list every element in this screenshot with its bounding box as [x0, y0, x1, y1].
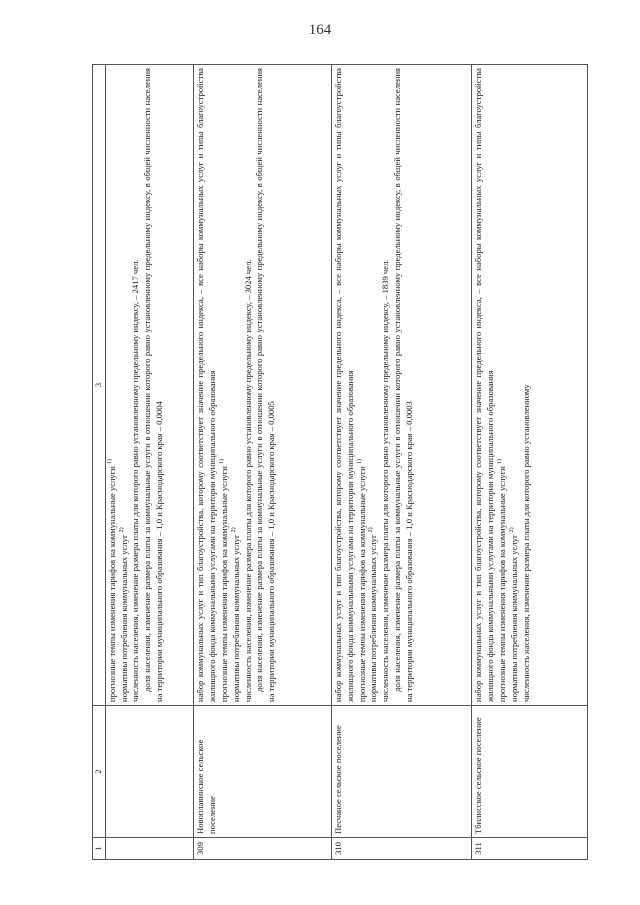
detail-line: нормативы потребления коммунальных услуг $^{2)}$: [509, 527, 520, 702]
detail-line: набор коммунальных услуг и тип благоустройства, которому соответствует значение предельного индекса, – все наборы коммунальных услуг и типы благоустройства жилищного фонда коммунальными услугами на территории муниципального образования: [332, 68, 355, 702]
header-col-2: 2: [93, 706, 106, 838]
header-col-1: 1: [93, 838, 106, 860]
settlement-name: Песчаное сельское поселение: [331, 706, 472, 838]
detail-line: прогнозные темпы изменения тарифов на коммунальные услуги $^{1)}$: [497, 459, 508, 702]
detail-line: набор коммунальных услуг и тип благоустройства, которому соответствует значение предельного индекса, – все наборы коммунальных услуг и типы благоустройства жилищного фонда коммунальными услугами на территории муниципального образования: [195, 68, 218, 702]
header-col-3: 3: [93, 65, 106, 706]
detail-line: доля населения, изменение размера платы за коммунальные услуги в отношении которого равно установленному предельному индексу, в общей численности населения на территории муниципального образования – 1,0 и Краснодарского края – 0,0005: [254, 68, 277, 702]
row-number-cell: [105, 838, 193, 860]
row-details-cell: [331, 65, 472, 706]
row-number: 310: [331, 838, 472, 860]
row-details-cell: [105, 65, 193, 706]
detail-line: нормативы потребления коммунальных услуг $^{2)}$: [230, 527, 241, 702]
table-row-continuation: [105, 65, 193, 860]
detail-line: набор коммунальных услуг и тип благоустройства, которому соответствует значение предельного индекса, – все наборы коммунальных услуг и типы благоустройства жилищного фонда коммунальными услугами на территории муниципального образования: [473, 68, 496, 702]
rotated-table-container: [92, 64, 588, 860]
settlement-name: Тбилисское сельское поселение: [472, 706, 588, 838]
settlement-name: Новоплавинское сельское поселение: [194, 706, 332, 838]
table-row: [194, 65, 332, 860]
detail-line: численность населения, изменение размера платы для которого равно установленному предельному индексу, – 1839 чел.: [380, 259, 391, 702]
row-details-cell: [194, 65, 332, 706]
page-number: 164: [308, 22, 332, 38]
detail-line: прогнозные темпы изменения тарифов на коммунальные услуги $^{1)}$: [106, 459, 117, 702]
row-number: 309: [194, 838, 332, 860]
detail-line: прогнозные темпы изменения тарифов на коммунальные услуги $^{1)}$: [218, 459, 229, 702]
table-row: [331, 65, 472, 860]
detail-line: прогнозные темпы изменения тарифов на коммунальные услуги $^{1)}$: [356, 459, 367, 702]
detail-line: доля населения, изменение размера платы за коммунальные услуги в отношении которого равно установленному предельному индексу, в общей численности населения на территории муниципального образования – 1,0 и Краснодарского края – 0,0003: [392, 68, 414, 702]
table-header-row: [93, 65, 106, 860]
row-details-cell: [472, 65, 588, 706]
detail-line: численность населения, изменение размера платы для которого равно установленному предельному индексу, – 3024 чел.: [242, 259, 253, 702]
detail-line: доля населения, изменение размера платы за коммунальные услуги в отношении которого равно установленному предельному индексу, в общей численности населения на территории муниципального образования – 1,0 и Краснодарского края – 0,0004: [142, 68, 165, 702]
table-row: [472, 65, 588, 860]
detail-line: нормативы потребления коммунальных услуг $^{2)}$: [118, 527, 129, 702]
row-number: 311: [472, 838, 588, 860]
municipal-index-table: [92, 64, 588, 860]
detail-line: численность населения, изменение размера платы для которого равно установленному предельному индексу, – 2417 чел.: [130, 259, 141, 702]
detail-line: численность населения, изменение размера платы для которого равно установленному: [520, 384, 531, 702]
detail-line: нормативы потребления коммунальных услуг $^{2)}$: [368, 527, 379, 702]
row-name-cell: [105, 706, 193, 838]
